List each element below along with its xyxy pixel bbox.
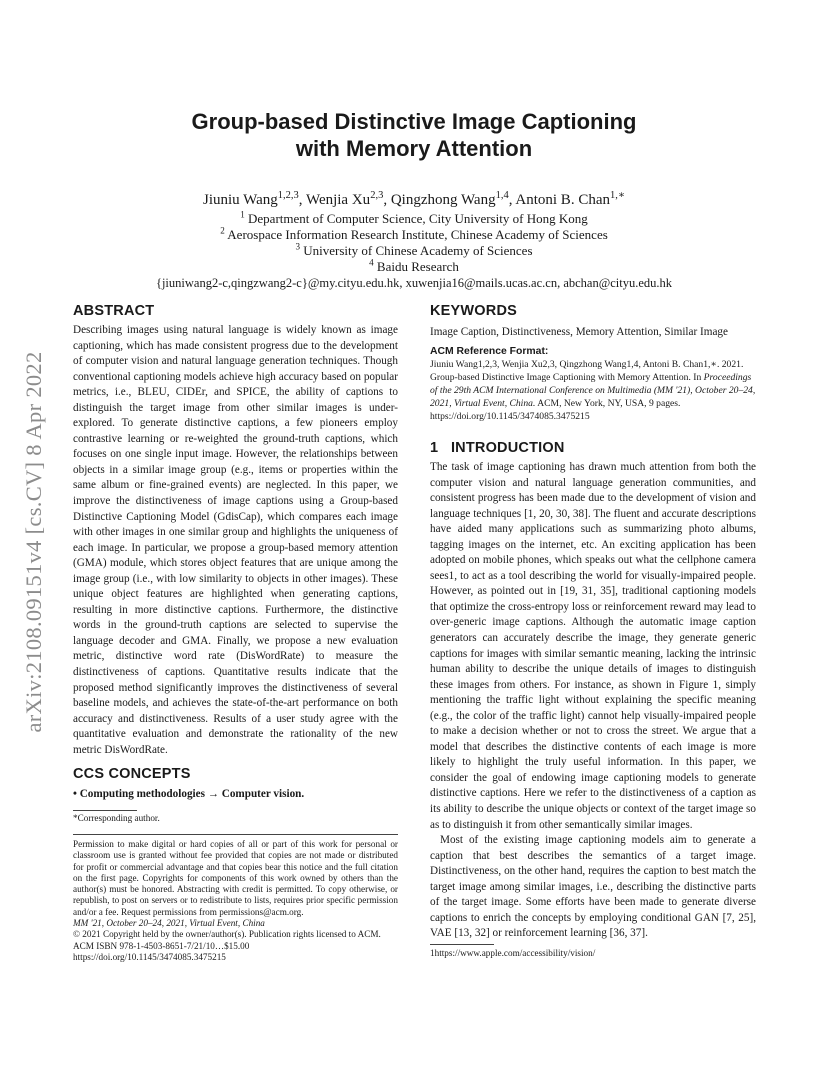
abstract-section <box>73 303 398 758</box>
arxiv-id: arXiv:2108.09151v4 [cs.CV] 8 Apr 2022 <box>21 351 46 733</box>
permission-block <box>73 839 398 963</box>
url-footnote[interactable]: 1https://www.apple.com/accessibility/vision/ <box>430 948 596 958</box>
keywords-heading: KEYWORDS <box>430 303 517 319</box>
acm-reference <box>430 346 756 423</box>
affiliation-text: Aerospace Information Research Institute, Chinese Academy of Sciences <box>227 227 608 242</box>
author-name: Antoni B. Chan <box>515 192 610 208</box>
acm-ref-proceedings: Proceedings of the 29th ACM International Conference on Multimedia (MM '21), October 20–24, 2021, Virtual Event, China. <box>430 372 756 409</box>
affiliation-sup: 2 <box>220 225 225 236</box>
keywords-text: Image Caption, Distinctiveness, Memory Attention, Similar Image <box>430 326 728 338</box>
ccs-heading: CCS CONCEPTS <box>73 766 191 782</box>
acm-ref-in: In <box>693 372 704 383</box>
author-name: Wenjia Xu <box>305 192 371 208</box>
paper-title <box>0 108 828 162</box>
affiliation <box>0 259 828 275</box>
affiliation-text: Baidu Research <box>376 259 459 274</box>
author-name: Jiuniu Wang <box>202 192 278 208</box>
acm-ref-line2: 2021. Group-based Distinctive Image Captioning with Memory Attention. <box>430 359 744 383</box>
isbn-text: ACM ISBN 978-1-4503-8651-7/21/10…$15.00 <box>73 940 250 951</box>
arxiv-stamp <box>18 292 50 792</box>
affiliation-sup: 1 <box>240 209 245 220</box>
permission-text: Permission to make digital or hard copies of all or part of this work for personal or classroom use is granted without fee provided that copies are not made or distributed for profit or commercial advantage and that copies bear this notice and the full citation on the first page. Copyrights for components of this work owned by others than the author(s) must be honored. Abstracting with credit is permitted. To copy otherwise, or republish, to post on servers or to redistribute to lists, requires prior specific permission and/or a fee. Request permissions from permissions@acm.org. <box>73 839 398 917</box>
acm-ref-authors: Jiuniu Wang1,2,3, Wenjia Xu2,3, Qingzhong Wang1,4, Antoni B. Chan1,∗. <box>430 359 720 370</box>
author-sup: 2,3 <box>370 190 384 201</box>
author-sup: 1,2,3 <box>277 190 299 201</box>
affiliation <box>0 211 828 227</box>
intro-paragraph-1: The task of image captioning has drawn much attention from both the computer vision and natural language generation communities, and consistent progress has been made due to the development of vision and language techniques [1, 20, 30, 38]. The fluent and accurate descriptions have aided many applications such as summarizing photo albums, tagging images on the internet, etc. An exciting application has been adopted on mobile phones, which speaks out what the cellphone camera sees1, to act as a tool describing the world for visually-impaired people. However, as pointed out in [19, 31, 35], traditional captioning models that optimize the cross-entropy loss or reinforcement reward may lead to over-generic image captions. Although the automatic image caption generators can accurately describe the image, they generate generic captions for images with similar semantic meaning, lacking the intrinsic human ability to describe the unique details of images to distinguish these images from others. For instance, as shown in Figure 1, simply mentioning the traffic light without explaining the specific meaning (e.g., the color of the traffic light) cannot help visually-impaired people to make a decision whether or not to cross the street. We argue that a model that describes the distinctive contents of each image is more likely to highlight the truly useful information. In this paper, we consider the goal of endowing image captioning models to generate distinctive captions. Here we refer to the distinctiveness of a caption as its ability to describe the unique objects or context of the target image so as to distinguish it from other semantically similar images. <box>430 461 756 831</box>
corresponding-footnote: *Corresponding author. <box>73 813 160 823</box>
footnote-rule <box>73 810 137 811</box>
acm-reference-text <box>430 358 756 423</box>
affiliation-text: Department of Computer Science, City University of Hong Kong <box>248 211 588 226</box>
title-line-1: Group-based Distinctive Image Captioning <box>191 109 637 134</box>
affiliation-sup: 3 <box>295 241 301 252</box>
acm-reference-heading: ACM Reference Format: <box>430 346 549 357</box>
author-sup: 1,∗ <box>609 190 625 201</box>
introduction-section <box>430 440 756 942</box>
venue-text: MM '21, October 20–24, 2021, Virtual Event, China <box>73 918 265 929</box>
introduction-heading: 1 INTRODUCTION <box>430 440 565 456</box>
author-sup: 1,4 <box>495 190 509 201</box>
intro-paragraph-2: Most of the existing image captioning models aim to generate a caption that best describes the semantics of a target image. Distinctiveness, on the other hand, requires the caption to best match the target image among similar images, i.e., describing the distinctive parts of the target image. Some efforts have been made to generate diverse captions to enrich the concepts by employing conditional GAN [7, 25], VAE [13, 32] or reinforcement learning [36, 37]. <box>430 834 756 940</box>
author-emails: {jiuniwang2-c,qingzwang2-c}@my.cityu.edu.hk, xuwenjia16@mails.ucas.ac.cn, abchan@cityu.edu.hk <box>155 276 673 290</box>
affiliation-sup: 4 <box>369 257 374 268</box>
doi-link[interactable]: https://doi.org/10.1145/3474085.3475215 <box>73 951 226 962</box>
ccs-section <box>73 766 398 803</box>
url-footnote-rule <box>430 944 494 945</box>
abstract-heading: ABSTRACT <box>73 303 155 319</box>
affiliation-text: University of Chinese Academy of Sciences <box>303 243 533 258</box>
abstract-text: Describing images using natural language is widely known as image captioning, which has made consistent progress due to the development of computer vision and natural language generation techniques. Though conventional captioning models achieve high accuracy based on popular metrics, i.e., BLEU, CIDEr, and SPICE, the ability of captions to distinguish the target image from other similar images is under-explored. To generate distinctive captions, a few pioneers employ contrastive learning or re-weighted the ground-truth captions, which focuses on one single input image. However, the relationships between objects in a similar image group (e.g., items or properties within the same album or fine-grained events) are neglected. In this paper, we improve the distinctiveness of image captions using a Group-based Distinctive Captioning Model (GdisCap), which compares each image with other images in one similar group and highlights the uniqueness of each image. In particular, we propose a group-based memory attention (GMA) module, which stores object features that are unique among the image group (i.e., with low similarity to objects in other images). These unique object features are highlighted when generating captions, resulting in more distinctive captions. Furthermore, the distinctive words in the ground-truth captions are selected to supervise the language decoder and GMA. Finally, we propose a new evaluation metric, distinctive word rate (DisWordRate) to measure the distinctiveness of captions. Quantitative results indicate that the proposed method significantly improves the distinctiveness of several baseline models, and achieves the state-of-the-art performance on both accuracy and distinctiveness. Results of a user study agree with the quantitative evaluation and demonstrate the rationality of the new metric DisWordRate. <box>73 324 398 756</box>
copyright-text: © 2021 Copyright held by the owner/author(s). Publication rights licensed to ACM. <box>73 929 381 940</box>
author-list: Jiuniu Wang$^{1,2,3}$, Wenjia Xu$^{2,3}$, Qingzhong Wang$^{1,4}$, Antoni B. Chan$^{1,∗}$ <box>202 190 625 208</box>
keywords-section <box>430 303 756 341</box>
acm-ref-tail: ACM, New York, NY, USA, 9 pages. https://doi.org/10.1145/3474085.3475215 <box>430 398 681 422</box>
permission-rule <box>73 834 398 835</box>
affiliation <box>0 243 828 259</box>
ccs-item: • Computing methodologies → Computer vision. <box>73 788 305 800</box>
affiliation <box>0 227 828 243</box>
title-line-2: with Memory Attention <box>295 136 533 161</box>
author-name: Qingzhong Wang <box>390 192 496 208</box>
